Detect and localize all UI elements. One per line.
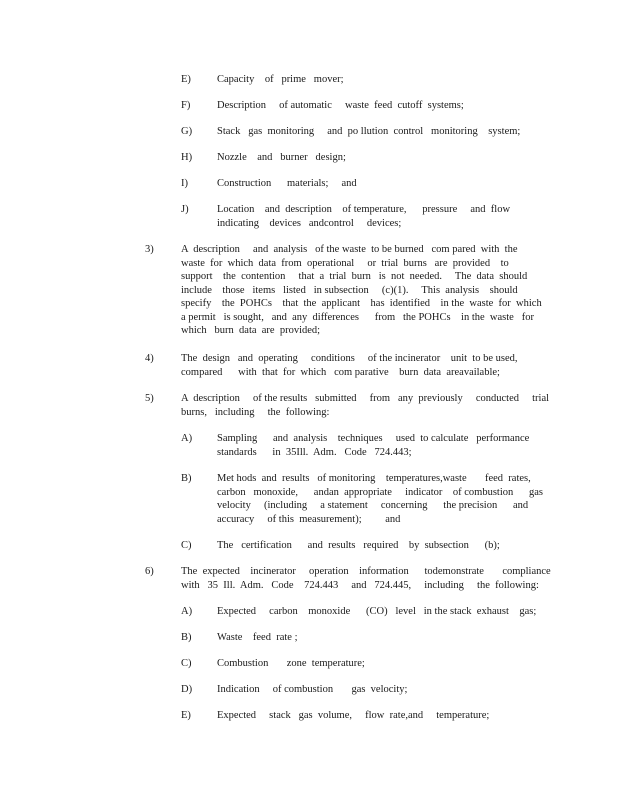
item-text: Nozzle and burner design; (217, 152, 346, 163)
item-label: H) (181, 152, 193, 163)
item-text: The certification and results required by subsection (b); (217, 540, 500, 551)
item-label: A) (181, 606, 193, 617)
item-text: Expected carbon monoxide (CO) level in the stack exhaust gas; (217, 606, 537, 617)
item-label: C) (181, 658, 192, 669)
item-label: E) (181, 710, 191, 721)
item-text: Combustion zone temperature; (217, 658, 365, 669)
item-text: The design and operating conditions of the incinerator unit to be used, compared with that for which com parative burn data areavailable; (181, 353, 518, 378)
item-label: 3) (145, 244, 154, 255)
item-text: The expected incinerator operation information todemonstrate compliance with 35 Ill. Adm. Code 724.443 and 724.445, including the following: (181, 566, 551, 591)
item-label: G) (181, 126, 193, 137)
item-label: B) (181, 473, 192, 484)
item-text: A description of the results submitted from any previously conducted trial burns, including the following: (181, 393, 550, 418)
item-label: C) (181, 540, 192, 551)
item-label: B) (181, 632, 192, 643)
item-text: Description of automatic waste feed cutoff systems; (217, 100, 464, 111)
item-text: Stack gas monitoring and po llution control monitoring system; (217, 126, 521, 137)
item-text: Capacity of prime mover; (217, 74, 344, 85)
item-text: Expected stack gas volume, flow rate,and temperature; (217, 710, 490, 721)
item-label: J) (181, 204, 189, 215)
item-text: Sampling and analysis techniques used to calculate performance standards in 35Ill. Adm. Code 724.443; (217, 433, 530, 458)
item-label: F) (181, 100, 191, 111)
item-label: E) (181, 74, 191, 85)
item-text: Location and description of temperature, pressure and flow indicating devices andcontrol devices; (217, 204, 511, 229)
item-text: Indication of combustion gas velocity; (217, 684, 408, 695)
item-text: Met hods and results of monitoring temperatures,waste feed rates, carbon monoxide, andan appropriate indicator of combustion gas velocity (including a statement concerning the precision and accuracy of this measurement); and (217, 473, 544, 525)
item-label: I) (181, 178, 188, 189)
item-label: 6) (145, 566, 154, 577)
item-label: D) (181, 684, 193, 695)
item-text: Waste feed rate ; (217, 632, 298, 643)
item-text: A description and analysis of the waste to be burned com pared with the waste for which data from operational or trial burns are provided to support the contention that a trial burn is not needed. The data should include those items listed in subsection (c)(1). This analysis should specify the POHCs that the applicant has identified in the waste for which a permit is sought, and any differences from the POHCs in the waste for which burn data are provided; (181, 244, 542, 336)
item-label: 5) (145, 393, 154, 404)
item-text: Construction materials; and (217, 178, 357, 189)
item-label: A) (181, 433, 193, 444)
item-label: 4) (145, 353, 154, 364)
